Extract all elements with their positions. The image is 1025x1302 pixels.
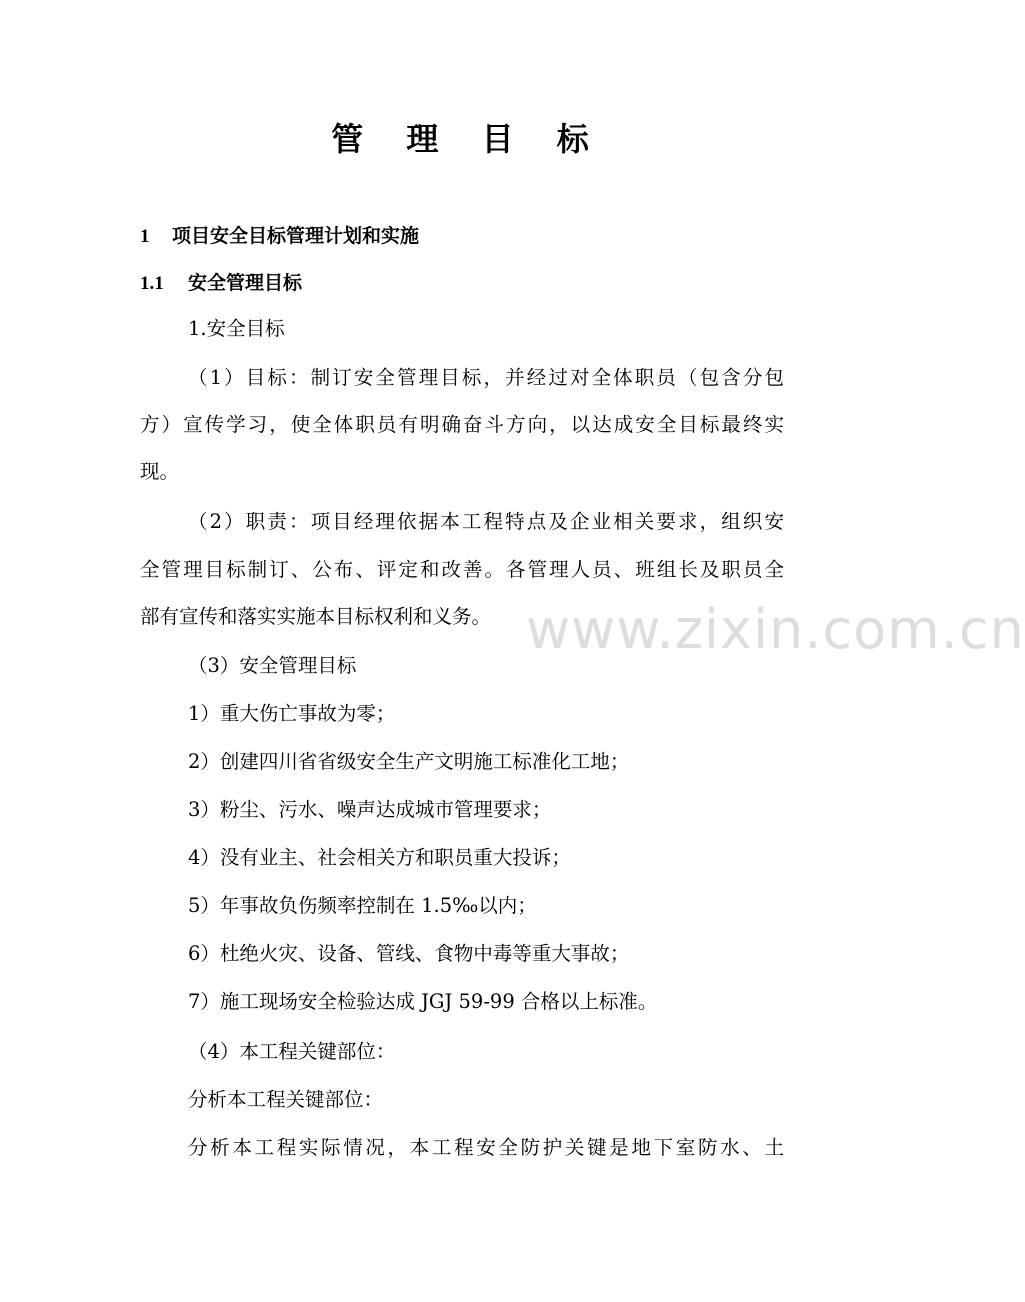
para2-line2: 全管理目标制订、公布、评定和改善。各管理人员、班组长及职员全 (140, 558, 784, 581)
goal-item: 7）施工现场安全检验达成 JGJ 59-99 合格以上标准。 (188, 990, 658, 1013)
subheading-3: （3）安全管理目标 (188, 654, 357, 677)
watermark: www.zixin.com.cn (526, 598, 1025, 661)
goal-item: 3）粉尘、污水、噪声达成城市管理要求； (188, 798, 552, 821)
goal-item: 5）年事故负伤频率控制在 1.5‰以内； (188, 894, 537, 917)
para1-line1: （1）目标：制订安全管理目标，并经过对全体职员（包含分包 (188, 366, 784, 389)
section-heading-1-1 (140, 268, 302, 295)
page-title: 管 理 目 标 (331, 120, 605, 158)
subheading-4: （4）本工程关键部位： (188, 1040, 396, 1063)
goal-item: 1）重大伤亡事故为零； (188, 702, 396, 725)
section-heading-1 (140, 221, 419, 248)
subheading-safety-goal: 1.安全目标 (188, 317, 285, 340)
analysis-line: 分析本工程实际情况，本工程安全防护关键是地下室防水、土 (188, 1136, 784, 1159)
para1-line3: 现。 (140, 460, 180, 483)
para2-line3: 部有宣传和落实实施本目标权利和义务。 (140, 605, 492, 628)
para1-line2: 方）宣传学习，使全体职员有明确奋斗方向，以达成安全目标最终实 (140, 413, 784, 436)
section-title: 项目安全目标管理计划和实施 (172, 225, 420, 247)
goal-item: 6）杜绝火灾、设备、管线、食物中毒等重大事故； (188, 942, 630, 965)
goal-item: 4）没有业主、社会相关方和职员重大投诉； (188, 846, 571, 869)
analysis-label: 分析本工程关键部位： (188, 1088, 384, 1111)
section-number: 1 (140, 226, 150, 247)
subsection-number: 1.1 (140, 273, 164, 294)
subsection-title: 安全管理目标 (188, 272, 303, 294)
goal-item: 2）创建四川省省级安全生产文明施工标准化工地； (188, 750, 630, 773)
para2-line1: （2）职责：项目经理依据本工程特点及企业相关要求，组织安 (188, 510, 784, 533)
